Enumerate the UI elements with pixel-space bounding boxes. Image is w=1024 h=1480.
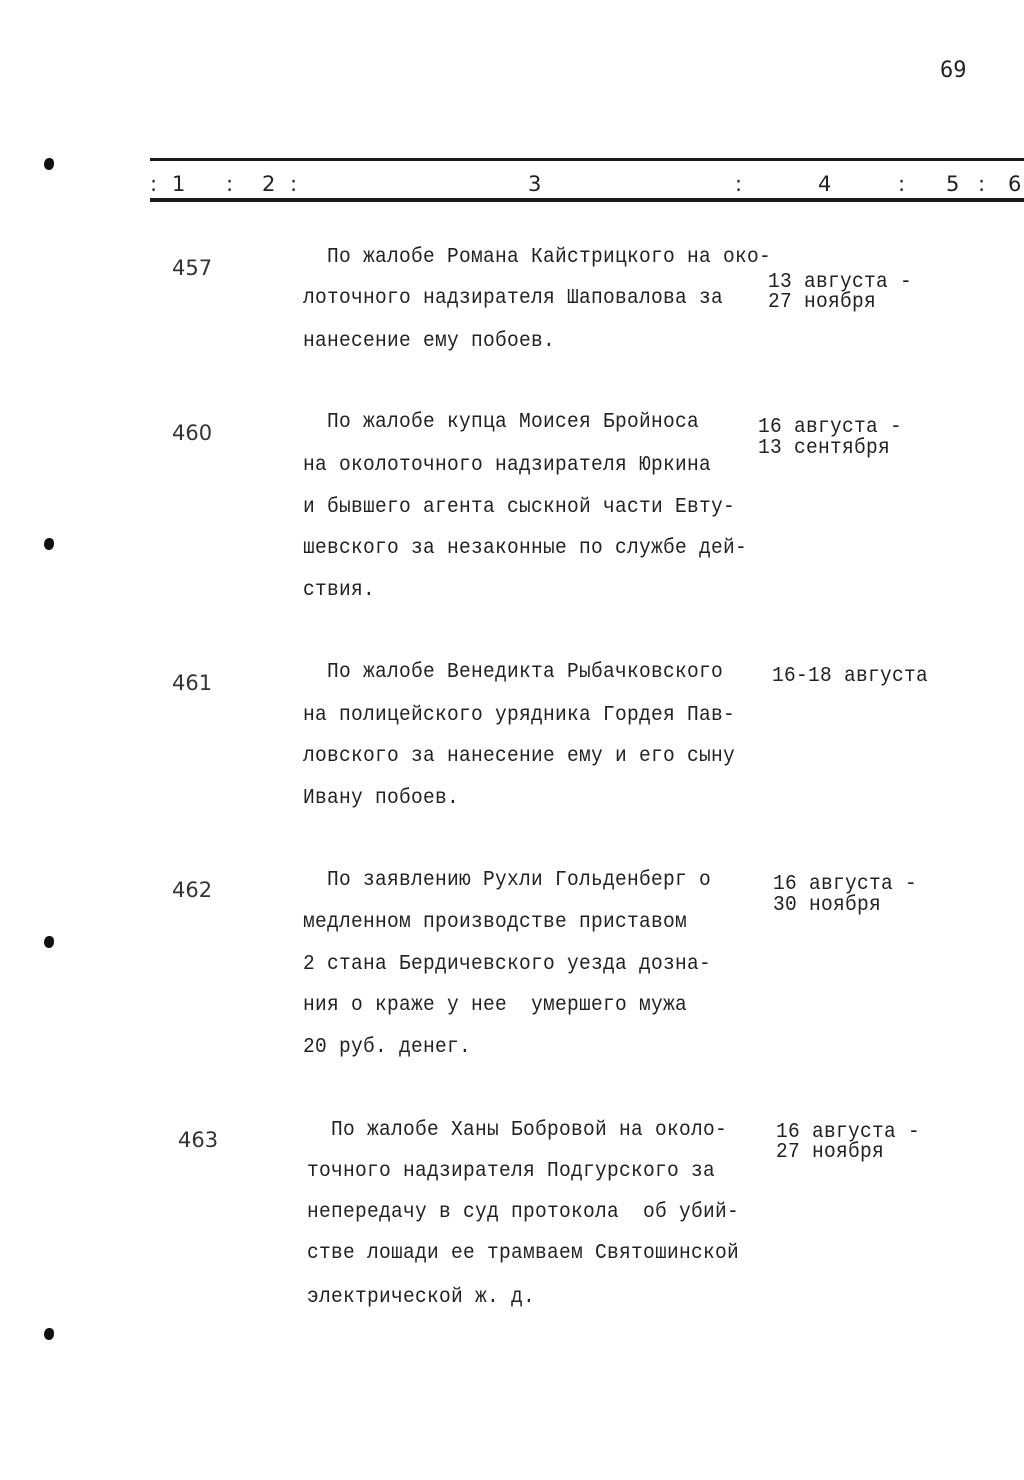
case-description-line: По заявлению Рухли Гольденберг о: [327, 869, 711, 892]
punch-hole-mark: [44, 936, 54, 948]
col-separator: :: [290, 172, 298, 196]
col-2-header: 2: [262, 172, 276, 196]
case-description-line: нанесение ему побоев.: [303, 330, 555, 353]
col-separator: :: [978, 172, 986, 196]
col-separator: :: [150, 172, 158, 196]
table-header-top-rule: [150, 158, 1024, 161]
punch-hole-mark: [44, 538, 54, 550]
case-description-line: По жалобе Романа Кайстрицкого на око-: [327, 246, 771, 269]
case-description-line: Ивану побоев.: [303, 787, 459, 810]
punch-hole-mark: [44, 1328, 54, 1340]
case-description-line: точного надзирателя Подгурского за: [307, 1160, 715, 1183]
col-separator: :: [898, 172, 906, 196]
case-description-line: и бывшего агента сыскной части Евту-: [303, 496, 735, 519]
case-description-line: По жалобе купца Моисея Бройноса: [327, 411, 699, 434]
case-date-line: 16 августа -: [758, 416, 902, 439]
col-4-header: 4: [818, 172, 832, 196]
case-description-line: лоточного надзирателя Шаповалова за: [303, 287, 723, 310]
case-date-line: 16-18 августа: [772, 665, 928, 688]
case-description-line: шевского за незаконные по службе дей-: [303, 537, 747, 560]
case-date-line: 27 ноября: [768, 291, 876, 314]
case-description-line: непередачу в суд протокола об убий-: [307, 1201, 739, 1224]
case-description-line: 2 стана Бердичевского уезда дозна-: [303, 953, 711, 976]
case-description-line: По жалобе Венедикта Рыбачковского: [327, 661, 723, 684]
case-number: 457: [172, 256, 213, 280]
case-date-line: 30 ноября: [773, 894, 881, 917]
case-date-line: 13 августа -: [768, 271, 912, 294]
case-description-line: 20 руб. денег.: [303, 1036, 471, 1059]
table-header-bottom-rule: [150, 198, 1024, 202]
case-description-line: на полицейского урядника Гордея Пав-: [303, 704, 735, 727]
case-description-line: электрической ж. д.: [307, 1286, 535, 1309]
case-description-line: на околоточного надзирателя Юркина: [303, 454, 711, 477]
col-3-header: 3: [528, 172, 542, 196]
case-number: 463: [178, 1128, 219, 1152]
case-description-line: По жалобе Ханы Бобровой на около-: [331, 1119, 727, 1142]
case-number: 460: [172, 421, 213, 445]
case-description-line: ловского за нанесение ему и его сыну: [303, 745, 735, 768]
case-description-line: стве лошади ее трамваем Святошинской: [307, 1242, 739, 1265]
col-1-header: 1: [172, 172, 186, 196]
col-5-header: 5: [946, 172, 960, 196]
punch-hole-mark: [44, 158, 54, 170]
case-description-line: ствия.: [303, 579, 376, 602]
page-number: 69: [940, 58, 967, 83]
case-date-line: 13 сентября: [758, 437, 891, 460]
case-date-line: 16 августа -: [773, 873, 917, 896]
col-separator: :: [735, 172, 743, 196]
col-separator: :: [226, 172, 234, 196]
col-6-header: 6: [1008, 172, 1022, 196]
case-description-line: медленном производстве приставом: [303, 911, 687, 934]
case-number: 461: [172, 671, 213, 695]
case-date-line: 27 ноября: [776, 1141, 884, 1164]
case-description-line: ния о краже у нее умершего мужа: [303, 994, 687, 1017]
case-date-line: 16 августа -: [776, 1121, 920, 1144]
case-number: 462: [172, 878, 213, 902]
